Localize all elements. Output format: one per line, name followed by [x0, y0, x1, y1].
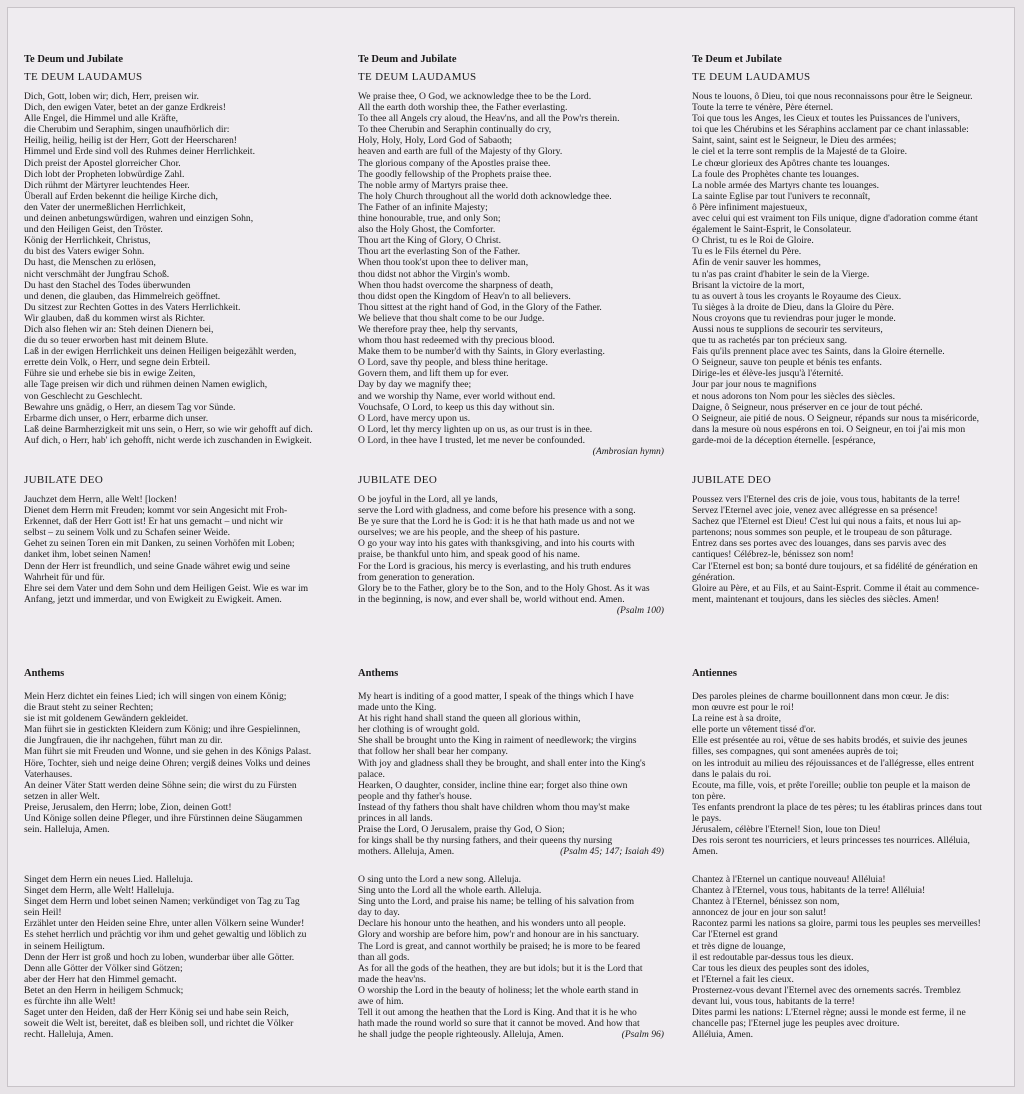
german-te-deum-section [24, 54, 334, 446]
french-jubilate-title: JUBILATE DEO [692, 474, 772, 486]
french-header: Te Deum et Jubilate [692, 54, 782, 65]
english-te-deum-section [358, 54, 668, 457]
german-jubilate-text: Jauchzet dem Herrn, alle Welt! [locken! Dienet dem Herrn mit Freuden; kommt vor sein Angesicht mit Froh- Erkennet, daß der Herr Gott ist! Er hat uns gemacht – und nicht wir selbst – zu seinem Volk und zu Schafen seiner Weide. Gehet zu seinen Toren ein mit Danken, zu seinen Vorhöfen mit Loben; danket ihm, lobet seinen Namen! Denn der Herr ist freundlich, und seine Gnade währet ewig und seine Wahrheit für und für. Ehre sei dem Vater und dem Sohn und dem Heiligen Geist. Wie es war im Anfang, jetzt und immerdar, und von Ewigkeit zu Ewigkeit. Amen. [24, 494, 309, 605]
english-jubilate-title: JUBILATE DEO [358, 474, 438, 486]
liner-notes-page [7, 7, 1015, 1087]
english-header: Te Deum and Jubilate [358, 54, 457, 65]
french-anthems-section [692, 668, 1002, 857]
french-jubilate-text: Poussez vers l'Eternel des cris de joie, vous tous, habitants de la terre! Servez l'Eternel avec joie, venez avec allégresse en sa présence! Sachez que l'Eternel est Dieu! C'est lui qui nous a faits, et nous lui ap- partenons; nous sommes son peuple, et le troupeau de son pâturage. Entrez dans ses portes avec des louanges, dans ses parvis avec des cantiques! Célébrez-le, bénissez son nom! Car l'Eternel est bon; sa bonté dure toujours, et sa fidélité de génération en génération. Gloire au Père, et au Fils, et au Saint-Esprit. Comme il était au commence- ment, maintenant et toujours, dans les siècles des siècles. Amen! [692, 494, 980, 605]
german-jubilate-section [24, 474, 334, 605]
english-anthem-2-section [358, 874, 668, 1041]
german-anthem-1-text: Mein Herz dichtet ein feines Lied; ich will singen von einem König; die Braut steht zu seiner Rechten; sie ist mit goldenem Gewändern gekleidet. Man führt sie in gestickten Kleidern zum König; und ihre Gespielinnen, die Jungfrauen, die ihr nachgehen, führt man zu dir. Man führt sie mit Freuden und Wonne, und sie gehen in des Königs Palast. Höre, Tochter, sieh und neige deine Ohren; vergiß deines Volks und deines Vaterhauses. An deiner Väter Statt werden deine Söhne sein; die wirst du zu Fürsten setzen in aller Welt. Preise, Jerusalem, den Herrn; lobe, Zion, deinen Gott! Und Könige sollen deine Pfleger, und ihre Fürstinnen deine Säugammen sein. Halleluja, Amen. [24, 691, 312, 836]
french-anthem-2-section [692, 874, 1002, 1040]
french-te-deum-title: TE DEUM LAUDAMUS [692, 71, 811, 83]
english-anthems-section [358, 668, 668, 858]
german-anthem-2-text: Singet dem Herrn ein neues Lied. Halleluja. Singet dem Herrn, alle Welt! Halleluja. Singet dem Herrn und lobet seinen Namen; verkündiget von Tag zu Tag sein Heil! Erzählet unter den Heiden seine Ehre, unter allen Völkern seine Wunder! Es stehet herrlich und prächtig vor ihm und gehet gewaltig und löblich zu in seinem Heiligtum. Denn der Herr ist groß und hoch zu loben, wunderbar über alle Götter. Denn alle Götter der Völker sind Götzen; aber der Herr hat den Himmel gemacht. Betet an den Herrn in heiligem Schmuck; es fürchte ihn alle Welt! Saget unter den Heiden, daß der Herr König sei und habe sein Reich, soweit die Welt ist, bereitet, daß es bleiben soll, und richtet die Völker recht. Halleluja, Amen. [24, 874, 307, 1041]
german-te-deum-title: TE DEUM LAUDAMUS [24, 71, 143, 83]
english-anthems-title: Anthems [358, 668, 399, 679]
german-jubilate-title: JUBILATE DEO [24, 474, 104, 486]
english-jubilate-section [358, 474, 668, 616]
german-te-deum-text: Dich, Gott, loben wir; dich, Herr, preisen wir. Dich, den ewigen Vater, betet an der ganze Erdkreis! Alle Engel, die Himmel und alle Kräfte, die Cherubim und Seraphim, singen unaufhörlich dir: Heilig, heilig, heilig ist der Herr, Gott der Heerscharen! Himmel und Erde sind voll des Ruhmes deiner Herrlichkeit. Dich preist der Apostel glorreicher Chor. Dich lobt der Propheten lobwürdige Zahl. Dich rühmt der Märtyrer leuchtendes Heer. Überall auf Erden bekennt die heilige Kirche dich, den Vater der unermeßlichen Herrlichkeit, und deinen anbetungswürdigen, wahren und einzigen Sohn, und den Heiligen Geist, den Tröster. König der Herrlichkeit, Christus, du bist des Vaters ewiger Sohn. Du hast, die Menschen zu erlösen, nicht verschmäht der Jungfrau Schoß. Du hast den Stachel des Todes überwunden und denen, die glauben, das Himmelreich geöffnet. Du sitzest zur Rechten Gottes in des Vaters Herrlichkeit. Wir glauben, daß du kommen wirst als Richter. Dich also flehen wir an: Steh deinen Dienern bei, die du so teuer erworben hast mit deinem Blute. Laß in der ewigen Herrlichkeit uns deinen Heiligen beigezählt werden, errette dein Volk, o Herr, und segne dein Erbteil. Führe sie und erhebe sie bis in ewige Zeiten, alle Tage preisen wir dich und rühmen deinen Namen ewiglich, von Geschlecht zu Geschlecht. Bewahre uns gnädig, o Herr, an diesem Tag vor Sünde. Erbarme dich unser, o Herr, erbarme dich unser. Laß deine Barmherzigkeit mit uns sein, o Herr, so wie wir gehofft auf dich. Auf dich, o Herr, hab' ich gehofft, nicht werde ich zuschanden in Ewigkeit. [24, 91, 313, 446]
english-te-deum-title: TE DEUM LAUDAMUS [358, 71, 477, 83]
french-te-deum-section [692, 54, 1002, 446]
french-anthem-2-text: Chantez à l'Eternel un cantique nouveau! Alléluia! Chantez à l'Eternel, vous tous, habitants de la terre! Alléluia! Chantez à l'Eternel, bénissez son nom, annoncez de jour en jour son salut! Racontez parmi les nations sa gloire, parmi tous les peuples ses merveilles! Car l'Eternel est grand et très digne de louange, il est redoutable par-dessus tous les dieux. Car tous les dieux des peuples sont des idoles, et l'Eternel a fait les cieux. Prosternez-vous devant l'Eternel avec des ornements sacrés. Tremblez devant lui, vous tous, habitants de la terre! Dites parmi les nations: L'Eternel règne; aussi le monde est ferme, il ne chancelle pas; l'Eternel juge les peuples avec droiture. Alléluia, Amen. [692, 874, 981, 1041]
english-te-deum-text: We praise thee, O God, we acknowledge thee to be the Lord. All the earth doth worship thee, the Father everlasting. To thee all Angels cry aloud, the Heav'ns, and all the Pow'rs therein. To thee Cherubin and Seraphin continually do cry, Holy, Holy, Holy, Lord God of Sabaoth; heaven and earth are full of the Majesty of thy Glory. The glorious company of the Apostles praise thee. The goodly fellowship of the Prophets praise thee. The noble army of Martyrs praise thee. The holy Church throughout all the world doth acknowledge thee. The Father of an infinite Majesty; thine honourable, true, and only Son; also the Holy Ghost, the Comforter. Thou art the King of Glory, O Christ. Thou art the everlasting Son of the Father. When thou took'st upon thee to deliver man, thou didst not abhor the Virgin's womb. When thou hadst overcome the sharpness of death, thou didst open the Kingdom of Heav'n to all believers. Thou sittest at the right hand of God, in the Glory of the Father. We believe that thou shalt come to be our Judge. We therefore pray thee, help thy servants, whom thou hast redeemed with thy precious blood. Make them to be number'd with thy Saints, in Glory everlasting. O Lord, save thy people, and bless thine heritage. Govern them, and lift them up for ever. Day by day we magnify thee; and we worship thy Name, ever world without end. Vouchsafe, O Lord, to keep us this day without sin. O Lord, have mercy upon us. O Lord, let thy mercy lighten up on us, as our trust is in thee. O Lord, in thee have I trusted, let me never be confounded. [358, 91, 620, 446]
english-anthem-1-text: My heart is inditing of a good matter, I speak of the things which I have made unto the King. At his right hand shall stand the queen all glorious within, her clothing is of wrought gold. She shall be brought unto the King in raiment of needlework; the virgins that follow her shall bear her company. With joy and gladness shall they be brought, and shall enter into the King's palace. Hearken, O daughter, consider, incline thine ear; forget also thine own people and thy father's house. Instead of thy fathers thou shalt have children whom thou may'st make princes in all lands. Praise the Lord, O Jerusalem, praise thy God, O Sion; for kings shall be thy nursing fathers, and their queens thy nursing mothers. Alleluja, Amen. [358, 691, 646, 858]
english-jubilate-source: (Psalm 100) [616, 604, 664, 616]
english-anthem-2-text: O sing unto the Lord a new song. Alleluja. Sing unto the Lord all the whole earth. Alleluja. Sing unto the Lord, and praise his name; be telling of his salvation from day to day. Declare his honour unto the heathen, and his wonders unto all people. Glory and worship are before him, pow'r and honour are in his sanctuary. The Lord is great, and cannot worthily be praised; he is more to be feared than all gods. As for all the gods of the heathen, they are but idols; but it is the Lord that made the heav'ns. O worship the Lord in the beauty of holiness; let the whole earth stand in awe of him. Tell it out among the heathen that the Lord is King. And that it is he who hath made the round world so sure that it cannot be moved. And how that he shall judge the people righteously. Alleluja, Amen. [358, 874, 643, 1041]
english-anthem-2-source: (Psalm 96) [621, 1029, 664, 1041]
german-anthems-title: Anthems [24, 668, 65, 679]
french-anthems-title: Antiennes [692, 668, 737, 679]
english-jubilate-text: O be joyful in the Lord, all ye lands, serve the Lord with gladness, and come before his presence with a song. Be ye sure that the Lord he is God: it is he that hath made us and not we ourselves; we are his people, and the sheep of his pasture. O go your way into his gates with thanksgiving, and into his courts with praise, be thankful unto him, and speak good of his name. For the Lord is gracious, his mercy is everlasting, and his truth endures from generation to generation. Glory be to the Father, glory be to the Son, and to the Holy Ghost. As it was in the beginning, is now, and ever shall be, world without end. Amen. [358, 494, 650, 605]
german-header: Te Deum und Jubilate [24, 54, 124, 65]
english-te-deum-source: (Ambrosian hymn) [592, 446, 664, 457]
german-anthem-2-section [24, 874, 334, 1040]
french-te-deum-text: Nous te louons, ô Dieu, toi que nous reconnaissons pour être le Seigneur. Toute la terre te vénère, Père éternel. Toi que tous les Anges, les Cieux et toutes les Puissances de l'univers, toi que les Chérubins et les Séraphins acclament par ce chant inlassable: Saint, saint, saint est le Seigneur, le Dieu des armées; le ciel et la terre sont remplis de la Majesté de ta Gloire. Le chœur glorieux des Apôtres chante tes louanges. La foule des Prophètes chante tes louanges. La noble armée des Martyrs chante tes louanges. La sainte Eglise par tout l'univers te reconnaît, ô Père infiniment majestueux, avec celui qui est vraiment ton Fils unique, digne d'adoration comme étant également le Saint-Esprit, le Consolateur. O Christ, tu es le Roi de Gloire. Tu es le Fils éternel du Père. Afin de venir sauver les hommes, tu n'as pas craint d'habiter le sein de la Vierge. Brisant la victoire de la mort, tu as ouvert à tous les croyants le Royaume des Cieux. Tu sièges à la droite de Dieu, dans la Gloire du Père. Nous croyons que tu reviendras pour juger le monde. Aussi nous te supplions de secourir tes serviteurs, que tu as rachetés par ton précieux sang. Fais qu'ils prennent place avec tes Saints, dans la Gloire éternelle. O Seigneur, sauve ton peuple et bénis tes enfants. Dirige-les et élève-les jusqu'à l'éternité. Jour par jour nous te magnifions et nous adorons ton Nom pour les siècles des siècles. Daigne, ô Seigneur, nous préserver en ce jour de tout péché. O Seigneur, aie pitié de nous. O Seigneur, répands sur nous ta miséricorde, dans la mesure où nous espérons en toi. O Seigneur, en toi j'ai mis mon garde-moi de la déception éternelle. [espérance, [692, 91, 979, 446]
french-anthem-1-text: Des paroles pleines de charme bouillonnent dans mon cœur. Je dis: mon œuvre est pour le roi! La reine est à sa droite, elle porte un vêtement tissé d'or. Elle est présentée au roi, vêtue de ses habits brodés, et suivie des jeunes filles, ses compagnes, qui sont amenées auprès de toi; on les introduit au milieu des réjouissances et de l'allégresse, elles entrent dans le palais du roi. Ecoute, ma fille, vois, et prête l'oreille; oublie ton peuple et la maison de ton père. Tes enfants prendront la place de tes pères; tu les établiras princes dans tout le pays. Jérusalem, célèbre l'Eternel! Sion, loue ton Dieu! Des rois seront tes nourriciers, et leurs princesses tes nourrices. Alléluia, Amen. [692, 691, 982, 858]
french-jubilate-section [692, 474, 1002, 605]
english-anthem-1-source: (Psalm 45; 147; Isaiah 49) [560, 846, 664, 858]
german-anthems-section [24, 668, 334, 835]
